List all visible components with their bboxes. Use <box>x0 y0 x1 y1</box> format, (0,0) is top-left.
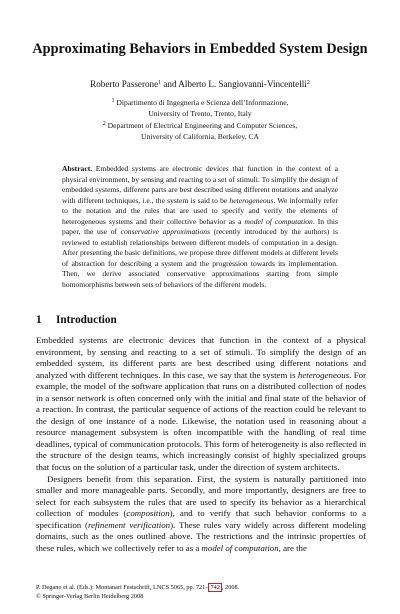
abstract-text: (recently introduced by the authors) is reviewed to establish relationships between different models of computation in a design. After presenting the basic definitions, we propose three different models at different levels of abstraction for describing a system and the progression towards its implementation. Then, we derive associated conservative approximations starting from simple homomorphisms between sets of behaviors of the different models. <box>62 227 338 290</box>
affiliation-line: University of Trento, Trento, Italy <box>148 108 252 118</box>
paragraph-emphasis: heterogeneous <box>297 369 350 380</box>
affiliation-line: Dipartimento di Ingegneria e Scienza dell’Informazione, <box>116 98 289 107</box>
paragraph-text: ), and to verify that such behavior conforms to a specification ( <box>36 508 366 530</box>
paragraph-text: Embedded systems are electronic devices that function in the context of a physical environment, by sensing and reacting to a set of stimuli. To simplify the design of an embedded system, its different parts are best described using different notations and analyzed with different techniques. In this case, we say that the system is <box>36 335 366 380</box>
paragraph-text: ). These rules vary widely across different modeling domains, such as the ones outlined above. The restrictions and the intrinsic properties of these rules, which we collectively refer to as a <box>36 519 366 553</box>
section-title: Introduction <box>56 314 117 326</box>
affiliation-mark: 2 <box>102 121 106 127</box>
author-connector: and <box>161 79 179 89</box>
paragraph-emphasis: model of computation <box>201 542 279 553</box>
author-line <box>20 79 380 89</box>
abstract-emphasis: model of computation <box>244 216 313 226</box>
paper-title: Approximating Behaviors in Embedded System Design <box>32 41 368 57</box>
section-heading <box>36 314 117 326</box>
affiliation-mark: 1 <box>158 80 162 86</box>
section-number: 1 <box>36 314 42 326</box>
paragraph-emphasis: composition <box>126 508 170 519</box>
abstract-label: Abstract. <box>62 164 93 173</box>
abstract-emphasis: conservative approximations <box>120 227 211 237</box>
paragraph-text: , are the <box>278 542 307 553</box>
paragraph-emphasis: refinement verification <box>87 519 171 530</box>
paragraph-text: . For example, the model of the software application that runs on a distributed collection of nodes in a sensor network is often concerned only with the initial and final state of the behavior of a reaction. In contrast, the particular sequence of actions of the reaction could be relevant to the design of one instance of a node. Likewise, the notation used in reasoning about a resource management subsystem is often incompatible with the handling of real time deadlines, typical of communication protocols. This form of heterogeneity is also reflected in the structure of the design teams, which increasingly consist of highly specialized groups that focus on the solution of a particular task, under the direction of system architects. <box>36 369 366 473</box>
copyright-line: © Springer-Verlag Berlin Heidelberg 2008 <box>36 592 144 600</box>
abstract <box>62 164 338 291</box>
paragraph-text: Designers benefit from this separation. First, the system is naturally partitioned into smaller and more manageable parts. Secondly, and more importantly, designers are free to select for each subsystem the rules that are used to specify its behavior as a hierarchical collection of modules ( <box>36 473 366 519</box>
abstract-emphasis: heterogeneous <box>229 195 274 205</box>
body-text <box>36 335 366 554</box>
citation-text: P. Degano et al. (Eds.): Montanari Festschrift, LNCS 5065, pp. 721– <box>36 584 209 591</box>
affiliation <box>40 121 360 142</box>
citation-text: , 2008. <box>221 584 240 591</box>
abstract-text: . We informally refer to the notation and the rules that are used to specify and verify the elements of heterogeneous systems and their collective behavior as a <box>62 195 338 226</box>
author-name: Roberto Passerone <box>90 79 159 89</box>
affiliation-mark: 1 <box>111 98 115 104</box>
citation-footer <box>36 584 239 601</box>
affiliation <box>40 98 360 119</box>
abstract-text: . In this paper, the use of <box>62 216 338 237</box>
page-link[interactable]: 742 <box>210 584 220 591</box>
affiliation-line: Department of Electrical Engineering and Computer Sciences, <box>107 121 298 130</box>
affiliation-line: University of California, Berkeley, CA <box>140 131 260 141</box>
paragraph <box>36 474 366 555</box>
paragraph <box>36 335 366 474</box>
affiliation-mark: 2 <box>306 80 310 86</box>
abstract-text: Embedded systems are electronic devices that function in the context of a physical environment, by sensing and reacting to a set of stimuli. To simplify the design of embedded systems, different parts are best described using different notations and analyze with different techniques, i.e., the system is said to be <box>62 164 338 205</box>
author-name: Alberto L. Sangiovanni-Vincentelli <box>178 79 307 89</box>
